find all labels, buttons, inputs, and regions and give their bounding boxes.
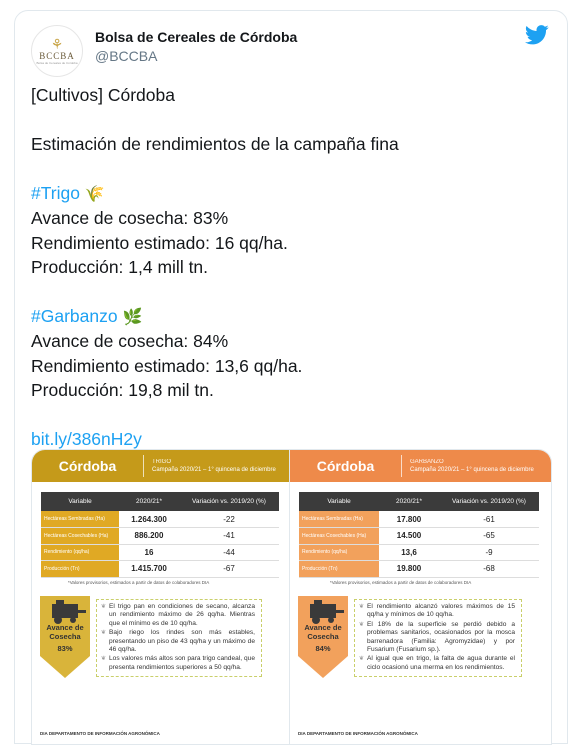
twitter-bird-icon[interactable] [525, 25, 549, 45]
table-note: *Valores provisorios, estimados a partir de datos de colaboradores DIA [68, 580, 210, 585]
column-header: Variable [41, 492, 119, 511]
table-row [299, 561, 539, 578]
column-header: Variación vs. 2019/20 (%) [439, 492, 539, 511]
panel-crop: TRIGO [152, 459, 171, 465]
avatar-logo-subtext: Bolsa de Cereales de Córdoba [36, 61, 78, 65]
tweet-line: Producción: 19,8 mil tn. [31, 380, 214, 401]
row-label: Hectáreas Sembradas (Ha) [41, 511, 119, 528]
panel-header [32, 450, 289, 482]
row-label: Rendimiento (qq/ha) [299, 544, 379, 561]
badge-value: 84% [315, 644, 331, 653]
panel-footer: DIA DEPARTAMENTO DE INFORMACIÓN AGRONÓMICA [298, 731, 418, 736]
panel-header [290, 450, 552, 482]
media-image-trigo[interactable] [32, 450, 289, 745]
avatar-logo-text: BCCBA [39, 51, 75, 61]
tweet-text [31, 83, 551, 452]
tweet-line: [Cultivos] Córdoba [31, 85, 175, 105]
hashtag-garbanzo[interactable]: #Garbanzo [31, 306, 118, 327]
media-image-garbanzo[interactable] [290, 450, 552, 745]
tweet-line: Rendimiento estimado: 16 qq/ha. [31, 232, 288, 253]
table-row [41, 561, 279, 578]
info-box [96, 599, 262, 677]
bullet-item: ❦ Bajo riego los rindes son más estables, presentando un piso de 43 qq/ha y un máximo de 46 qq/ha. [101, 629, 255, 654]
tweet-link[interactable]: bit.ly/386nH2y [31, 429, 142, 450]
cell-variation: -22 [179, 511, 279, 528]
bullet-item: ❦ El rendimiento alcanzó valores máximos de 15 qq/ha y mínimos de 10 qq/ha. [359, 603, 515, 620]
row-label: Producción (Tn) [299, 561, 379, 578]
column-header: Variación vs. 2019/20 (%) [179, 492, 279, 511]
wheat-emoji-icon: 🌾 [84, 186, 105, 204]
cell-variation: -41 [179, 528, 279, 545]
panel-title: Córdoba [290, 455, 402, 477]
badge-value: 83% [57, 644, 73, 653]
account-handle[interactable]: @BCCBA [95, 48, 158, 64]
account-name[interactable]: Bolsa de Cereales de Córdoba [95, 29, 298, 45]
table-row [41, 511, 279, 528]
panel-crop: GARBANZO [410, 459, 444, 465]
cell-value: 886.200 [119, 528, 179, 545]
tweet-line: Avance de cosecha: 84% [31, 330, 229, 351]
panel-campaign: Campaña 2020/21 – 1° quincena de diciembre [152, 467, 276, 473]
cell-value: 19.800 [379, 561, 439, 578]
cell-value: 14.500 [379, 528, 439, 545]
cell-variation: -65 [439, 528, 539, 545]
panel-title: Córdoba [32, 455, 144, 477]
bullet-item: ❦ El trigo pan en condiciones de secano, alcanza un rendimiento máximo de 26 qq/ha. Mientras que el mínimo es de 10 qq/ha. [101, 603, 255, 628]
tweet-line: Rendimiento estimado: 13,6 qq/ha. [31, 355, 303, 376]
cell-variation: -67 [179, 561, 279, 578]
cell-value: 1.264.300 [119, 511, 179, 528]
badge-label: Avance de Cosecha [304, 623, 342, 641]
hashtag-trigo[interactable]: #Trigo [31, 183, 80, 204]
table-row [41, 544, 279, 561]
bullet-item: ❦ Los valores más altos son para trigo candeal, que presenta rendimientos superiores a 50 qq/ha. [101, 655, 255, 672]
tweet-line: Estimación de rendimientos de la campaña fina [31, 134, 399, 155]
row-label: Rendimiento (qq/ha) [41, 544, 119, 561]
cell-variation: -44 [179, 544, 279, 561]
column-header: 2020/21* [379, 492, 439, 511]
harvest-badge [40, 596, 90, 678]
badge-label: Avance de Cosecha [46, 623, 84, 641]
table-row [299, 511, 539, 528]
tweet-line: Avance de cosecha: 83% [31, 207, 229, 228]
table-note: *Valores provisorios, estimados a partir de datos de colaboradores DIA [330, 580, 472, 585]
herb-emoji-icon: 🌿 [122, 309, 143, 327]
table-row [299, 528, 539, 545]
panel-footer: DIA DEPARTAMENTO DE INFORMACIÓN AGRONÓMICA [40, 731, 160, 736]
cell-variation: -61 [439, 511, 539, 528]
data-table [41, 492, 279, 578]
trigo-line [31, 181, 551, 206]
cell-value: 16 [119, 544, 179, 561]
tweet-line: Producción: 1,4 mill tn. [31, 257, 209, 278]
cell-value: 1.415.700 [119, 561, 179, 578]
row-label: Hectáreas Cosechables (Ha) [41, 528, 119, 545]
harvest-badge [298, 596, 348, 678]
column-header: Variable [299, 492, 379, 511]
bullet-item: ❦ El 18% de la superficie se perdió debido a problemas sanitarios, ocasionados por la mosca barrenadora (Familia: Agromyzidae) y por Fusarium (Fusarium sp.). [359, 621, 515, 655]
cell-variation: -68 [439, 561, 539, 578]
cell-value: 17.800 [379, 511, 439, 528]
tweet-media[interactable] [31, 449, 552, 745]
column-header: 2020/21* [119, 492, 179, 511]
row-label: Hectáreas Sembradas (Ha) [299, 511, 379, 528]
wheat-logo-icon: ⚘ [50, 36, 64, 52]
cell-variation: -9 [439, 544, 539, 561]
account-avatar[interactable] [31, 25, 83, 77]
row-label: Producción (Tn) [41, 561, 119, 578]
bullet-item: ❦ Al igual que en trigo, la falta de agua durante el ciclo ocasionó una merma en los rendimientos. [359, 655, 515, 672]
tweet-card[interactable] [14, 10, 568, 744]
cell-value: 13,6 [379, 544, 439, 561]
row-label: Hectáreas Cosechables (Ha) [299, 528, 379, 545]
data-table [299, 492, 539, 578]
garbanzo-line [31, 304, 551, 329]
table-row [41, 528, 279, 545]
panel-campaign: Campaña 2020/21 – 1° quincena de diciembre [410, 467, 534, 473]
info-box [354, 599, 522, 677]
table-row [299, 544, 539, 561]
